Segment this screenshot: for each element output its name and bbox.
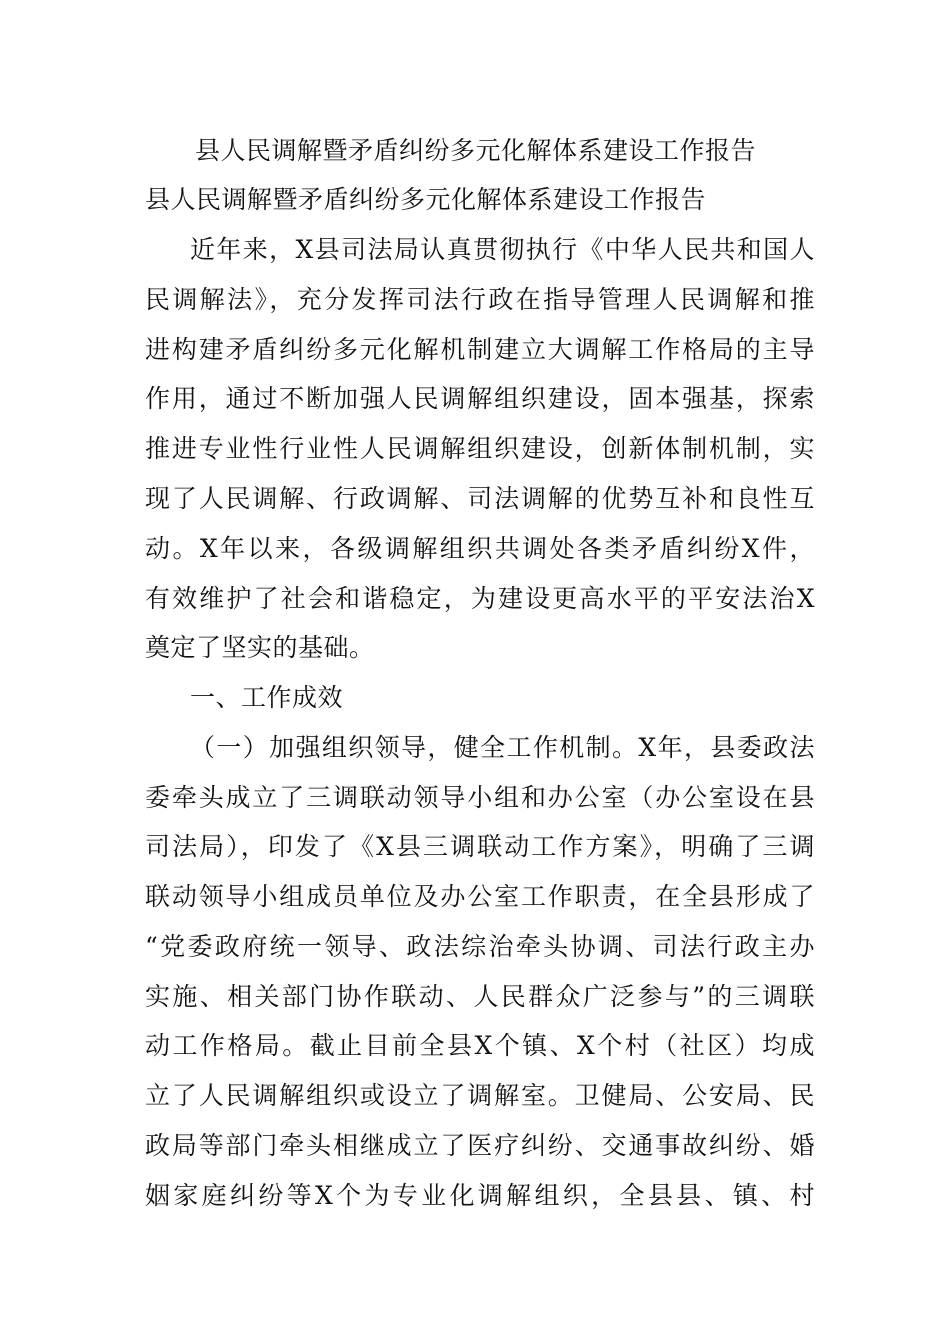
paragraph-line: （一）加强组织领导，健全工作机制。X年，县委政法 (190, 733, 815, 762)
paragraph-line: 民调解法》，充分发挥司法行政在指导管理人民调解和推 (145, 285, 815, 314)
paragraph-line: 推进专业性行业性人民调解组织建设，创新体制机制，实 (145, 434, 815, 463)
document-title: 县人民调解暨矛盾纠纷多元化解体系建设工作报告 (145, 185, 707, 214)
paragraph-line: 动工作格局。截止目前全县X个镇、X个村（社区）均成 (145, 1031, 815, 1060)
paragraph-line: 作用，通过不断加强人民调解组织建设，固本强基，探索 (145, 384, 815, 413)
paragraph-line: 进构建矛盾纠纷多元化解机制建立大调解工作格局的主导 (145, 335, 815, 364)
paragraph-line: “党委政府统一领导、政法综治牵头协调、司法行政主办 (145, 932, 815, 961)
paragraph-line: 联动领导小组成员单位及办公室工作职责，在全县形成了 (145, 882, 815, 911)
paragraph-line: 近年来，X县司法局认真贯彻执行《中华人民共和国人 (190, 235, 815, 264)
paragraph-line: 政局等部门牵头相继成立了医疗纠纷、交通事故纠纷、婚 (145, 1131, 815, 1160)
section-heading: 一、工作成效 (190, 683, 344, 712)
paragraph-line: 有效维护了社会和谐稳定，为建设更高水平的平安法治X (145, 584, 815, 613)
paragraph-line: 动。X年以来，各级调解组织共调处各类矛盾纠纷X件， (145, 534, 815, 563)
paragraph-line: 委牵头成立了三调联动领导小组和办公室（办公室设在县 (145, 783, 815, 812)
paragraph-line: 司法局），印发了《X县三调联动工作方案》，明确了三调 (145, 832, 815, 861)
paragraph-line: 实施、相关部门协作联动、人民群众广泛参与”的三调联 (145, 982, 815, 1011)
document-title-indented: 县人民调解暨矛盾纠纷多元化解体系建设工作报告 (195, 136, 757, 165)
paragraph-line: 姻家庭纠纷等X个为专业化调解组织，全县县、镇、村 (145, 1181, 815, 1210)
paragraph-line: 现了人民调解、行政调解、司法调解的优势互补和良性互 (145, 484, 815, 513)
paragraph-line: 立了人民调解组织或设立了调解室。卫健局、公安局、民 (145, 1081, 815, 1110)
paragraph-line: 奠定了坚实的基础。 (145, 633, 375, 662)
